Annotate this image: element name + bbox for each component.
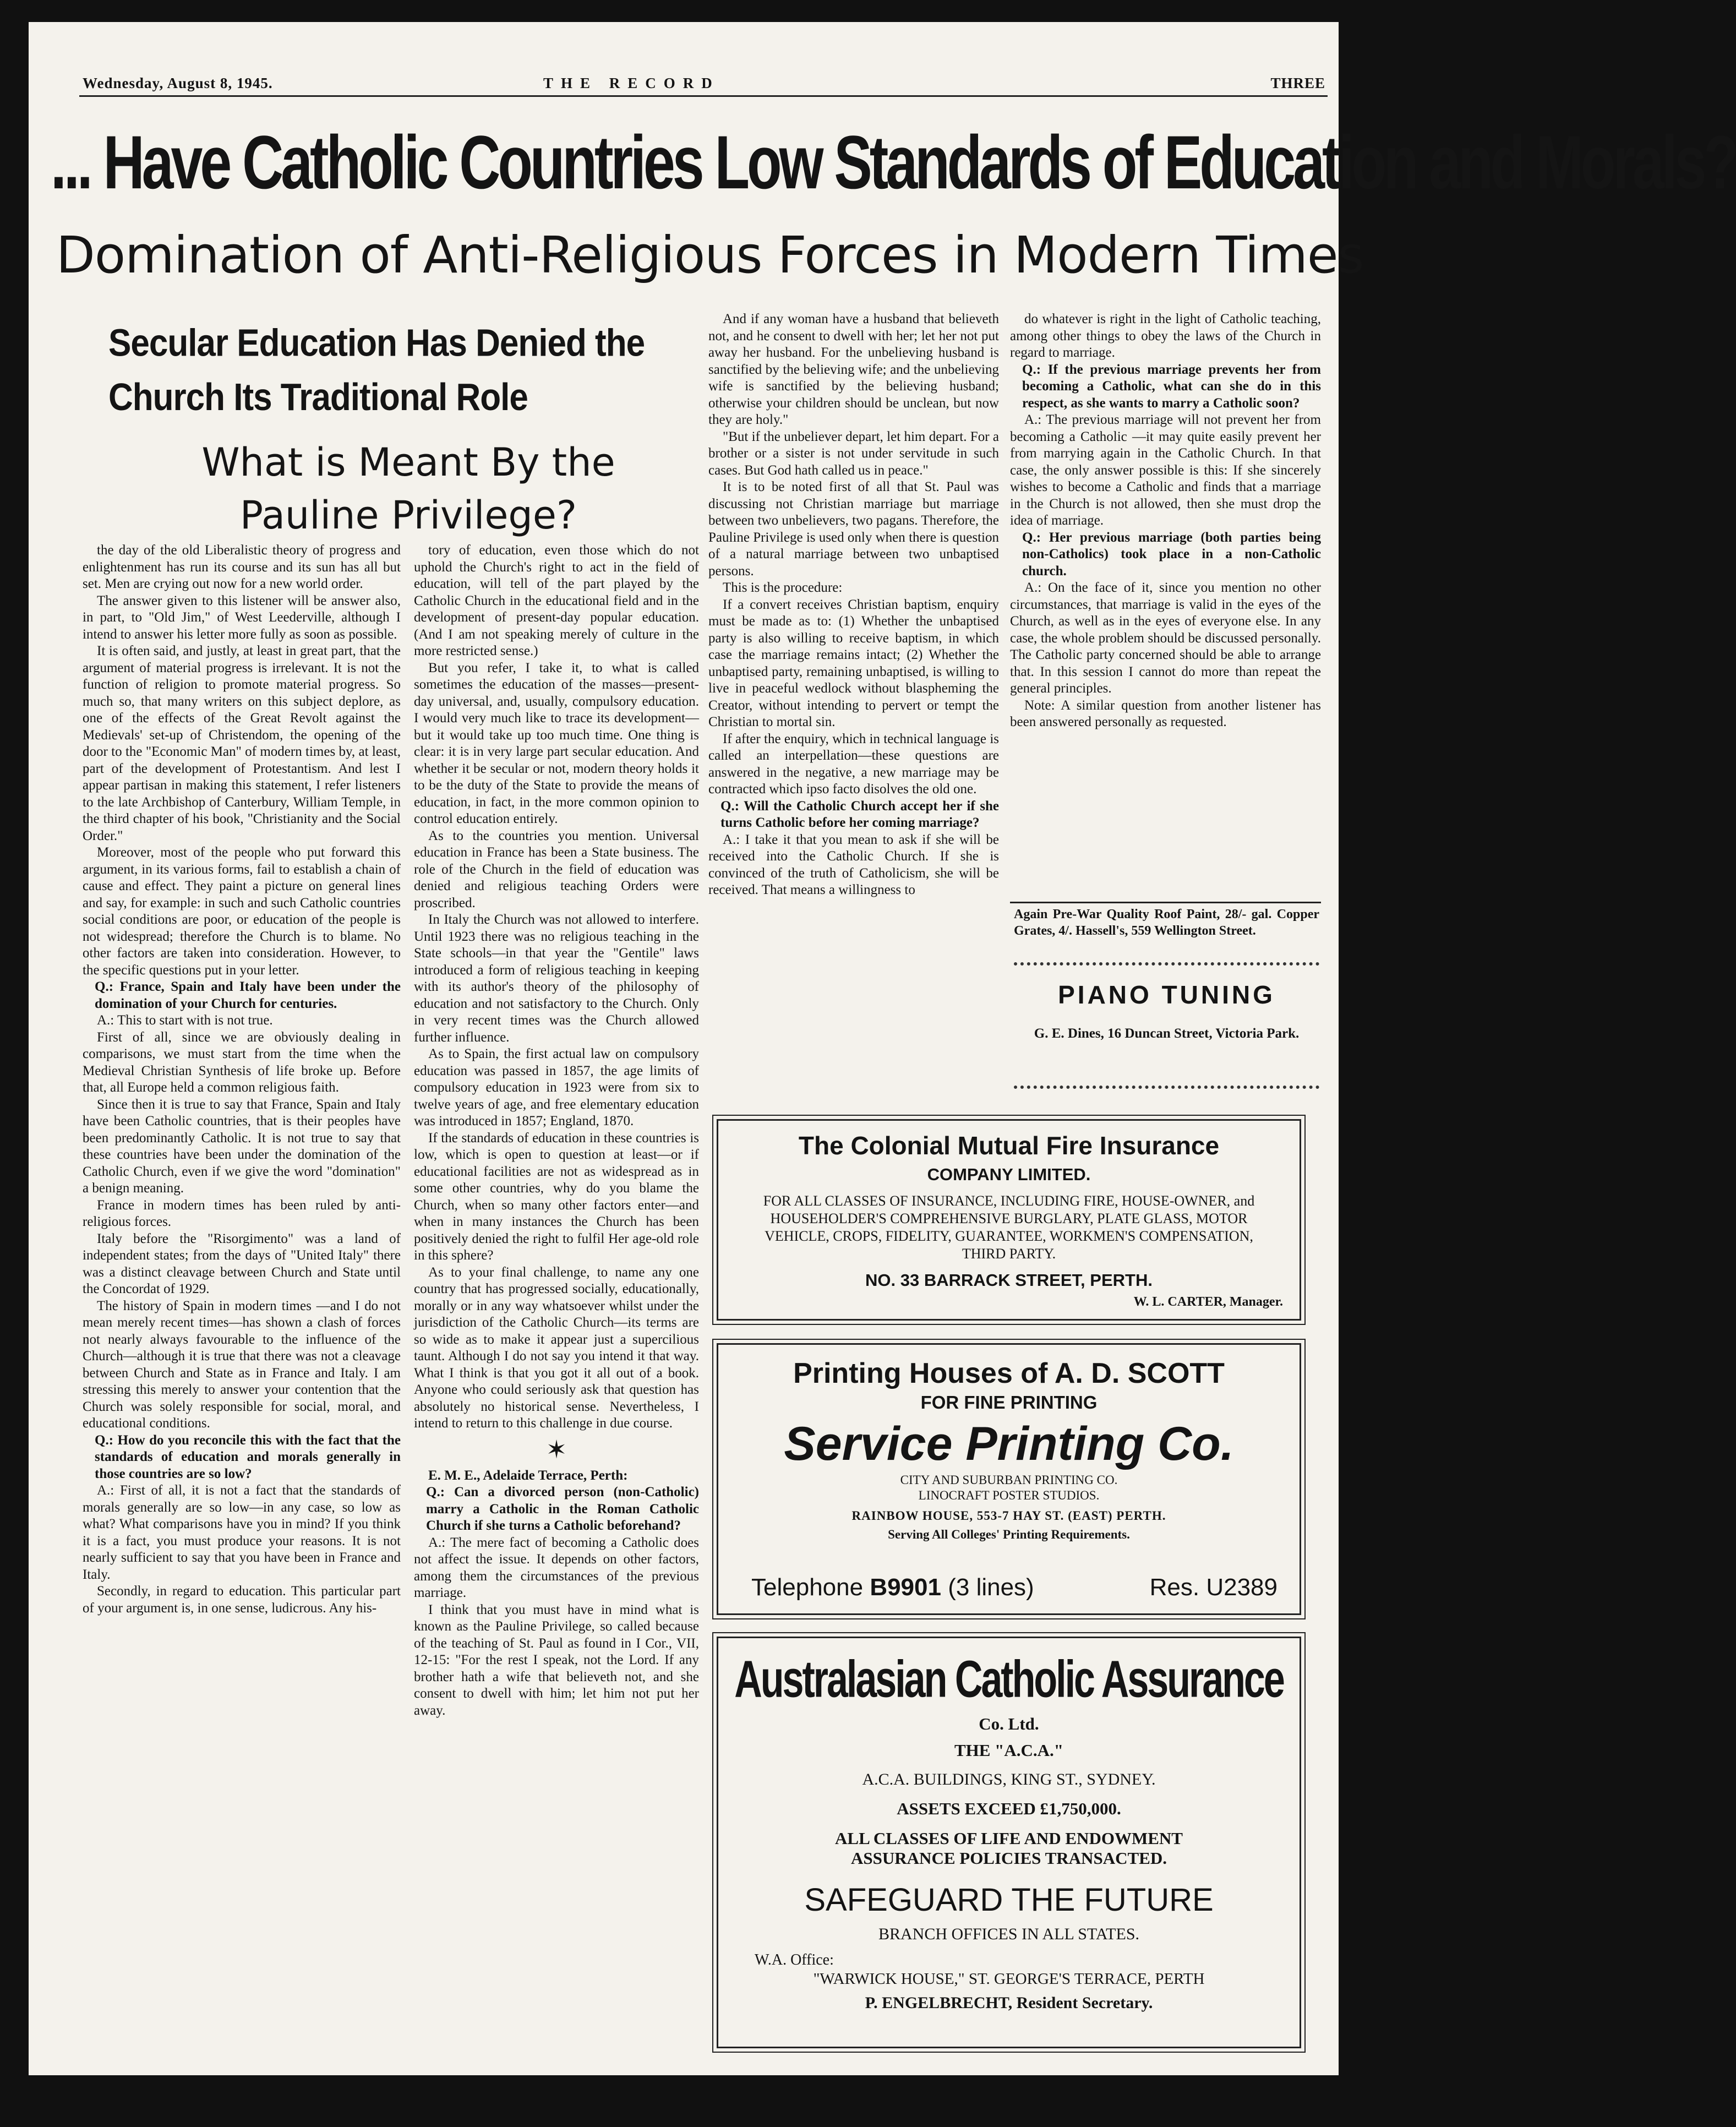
- scott-printing-ad: [717, 1343, 1301, 1615]
- paragraph: Moreover, most of the people who put forward this argument, in its various forms, fail to establish a chain of cause and effect. They paint a picture on general lines and say, for example: in such and such Catholic countries social conditions are poor, or education of the people is not widespread; therefore the Church is to blame. No other factors are taken into consideration. However, to the specific questions put in your letter.: [83, 845, 401, 978]
- newspaper-page: [29, 22, 1736, 2075]
- scott-line-1: CITY AND SUBURBAN PRINTING CO.: [900, 1473, 1118, 1487]
- colonial-address: NO. 33 BARRACK STREET, PERTH.: [865, 1270, 1153, 1290]
- paragraph: Note: A similar question from another listener has been answered personally as requested.: [1010, 697, 1321, 729]
- paragraph: Q.: Can a divorced person (non-Catholic) marry a Catholic in the Roman Catholic Church if she turns a Catholic beforehand?: [426, 1485, 699, 1533]
- sub-headline: Domination of Anti-Religious Forces in Modern Times: [56, 226, 1364, 285]
- aca-company: Co. Ltd.: [979, 1714, 1039, 1733]
- correspondent: E. M. E., Adelaide Terrace, Perth:: [428, 1468, 628, 1483]
- section-headline: Secular Education Has Denied the Church Its Traditional Role: [108, 322, 645, 419]
- article-column-4: [1010, 311, 1321, 731]
- paragraph: do whatever is right in the light of Catholic teaching, among other things to obey the laws of the Church in regard to marriage.: [1010, 312, 1321, 360]
- paragraph: But you refer, I take it, to what is called sometimes the education of the masses—present-day universal, and, usually, compulsory education. I would very much like to trace its development—but it would take up too much time. One thing is clear: it is in very large part secular education. And whether it be secular or not, modern theory holds it to be the duty of the State to provide the means of education, in fact, in the more common opinion to control education entirely.: [414, 660, 699, 826]
- aca-secretary: P. ENGELBRECHT, Resident Secretary.: [865, 1994, 1153, 2012]
- page-number: THREE: [1270, 75, 1325, 91]
- ad-divider: [1014, 962, 1319, 966]
- scott-title: Printing Houses of A. D. SCOTT: [793, 1357, 1225, 1389]
- aca-wa-address: "WARWICK HOUSE," ST. GEORGE'S TERRACE, PERTH: [813, 1970, 1205, 1988]
- scott-residence: Res. U2389: [1149, 1574, 1278, 1601]
- aca-safeguard: SAFEGUARD THE FUTURE: [804, 1882, 1214, 1918]
- colonial-body: FOR ALL CLASSES OF INSURANCE, INCLUDING FIRE, HOUSE-OWNER, and HOUSEHOLDER'S COMPREHENSIVE BURGLARY, PLATE GLASS, MOTOR VEHICLE, CROPS, FIDELITY, GUARANTEE, WORKMEN'S COMPENSATION, THIRD PARTY.: [763, 1193, 1255, 1262]
- paragraph: A.: On the face of it, since you mention no other circumstances, that marriage is valid in the eyes of the Church, as well as in the eyes of everyone else. In any case, the whole problem should be discussed personally. The Catholic party concerned should be able to arrange that. In this session I cannot do more than repeat the general principles.: [1010, 580, 1321, 696]
- paragraph: France in modern times has been ruled by anti-religious forces.: [83, 1197, 401, 1229]
- scott-serve: Serving All Colleges' Printing Requirements.: [888, 1528, 1130, 1541]
- paint-ad: Again Pre-War Quality Roof Paint, 28/- gal. Copper Grates, 4/. Hassell's, 559 Wellington Street.: [1014, 907, 1319, 938]
- aca-branch: BRANCH OFFICES IN ALL STATES.: [878, 1925, 1140, 1943]
- colonial-manager: W. L. CARTER, Manager.: [1133, 1295, 1283, 1309]
- aca-the: THE "A.C.A.": [954, 1741, 1064, 1760]
- paragraph: Q.: If the previous marriage prevents her from becoming a Catholic, what can she do in this respect, as she wants to marry a Catholic soon?: [1022, 362, 1321, 411]
- ad-divider: [1014, 1086, 1319, 1089]
- aca-assurance-ad: [717, 1637, 1301, 2048]
- paragraph: As to Spain, the first actual law on compulsory education was passed in 1857, the age limits of compulsory education in 1923 were from six to twelve years of age, and free elementary education was introduced in 1857; England, 1870.: [414, 1046, 699, 1128]
- telephone-lines: (3 lines): [948, 1574, 1034, 1601]
- paragraph: If after the enquiry, which in technical language is called an interpellation—these questions are answered in the negative, a new marriage may be contracted which ipso facto disolves the old one.: [708, 731, 999, 797]
- telephone-label: Telephone: [751, 1574, 864, 1601]
- aca-wa-office: W.A. Office:: [755, 1951, 834, 1968]
- paragraph: As to your final challenge, to name any one country that has progressed socially, educationally, morally or in any way whatsoever whilst under the jurisdiction of the Catholic Church—its terms are so wide as to make it appear just a supercilious taunt. Although I do not say you intend it that way. What I think is that you got it all out of a book. Anyone who could seriously ask that question has absolutely no historical sense. Nevertheless, I intend to return to this challenge in due course.: [414, 1264, 699, 1431]
- star-divider: ✶: [545, 1435, 567, 1464]
- scott-subtitle: FOR FINE PRINTING: [920, 1392, 1098, 1412]
- article-column-2: [414, 542, 699, 1719]
- header-rule: [79, 95, 1328, 97]
- scott-line-2: LINOCRAFT POSTER STUDIOS.: [918, 1488, 1100, 1502]
- paragraph: Italy before the "Risorgimento" was a land of independent states; from the days of "United Italy" there was a distinct cleavage between Church and State until the Concordat of 1929.: [83, 1231, 401, 1296]
- paragraph: The answer given to this listener will be answer also, in part, to "Old Jim," of West Leederville, although I intend to answer his letter more fully as soon as possible.: [83, 593, 401, 642]
- main-headline: ... Have Catholic Countries Low Standards of Education and Morals?: [51, 121, 1736, 205]
- paragraph: A.: This to start with is not true.: [97, 1013, 273, 1028]
- paragraph: In Italy the Church was not allowed to interfere. Until 1923 there was no religious teaching in the State schools—in that year the "Gentile" laws introduced a form of religious teaching in keeping with its author's theory of the philosophy of education and not satisfactory to the Church. Only in very recent times was the Church allowed further influence.: [414, 912, 699, 1045]
- issue-date: Wednesday, August 8, 1945.: [83, 75, 273, 91]
- paragraph: Q.: Her previous marriage (both parties being non-Catholics) took place in a non-Catholic church.: [1022, 530, 1321, 579]
- paragraph: "But if the unbeliever depart, let him depart. For a brother or a sister is not under servitude in such cases. But God hath called us in peace.": [708, 429, 999, 478]
- paragraph: I think that you must have in mind what is known as the Pauline Privilege, so called because of the teaching of St. Paul as found in I Cor., VII, 12-15: "For the rest I speak, not the Lord. If any brother hath a wife that believeth not, and she consent to dwell with him; let him not put her away.: [414, 1602, 699, 1718]
- paragraph: tory of education, even those which do not uphold the Church's right to act in the field of education, will tell of the part played by the Catholic Church in the educational field and in the development of present-day popular education. (And I am not speaking merely of culture in the more restricted sense.): [414, 543, 699, 658]
- scott-address: RAINBOW HOUSE, 553-7 HAY ST. (EAST) PERTH.: [851, 1509, 1166, 1523]
- colonial-title: The Colonial Mutual Fire Insurance: [798, 1131, 1220, 1160]
- telephone-number: B9901: [870, 1574, 941, 1601]
- scott-brand: Service Printing Co.: [784, 1417, 1234, 1470]
- paragraph: The history of Spain in modern times —and I do not mean merely recent times—has shown a clash of forces not nearly always favourable to the influence of the Church—although it is true that there was not a cleavage between Church and State as in France and Italy. I am stressing this merely to answer your contention that the Church was solely responsible for social, moral, and educational conditions.: [83, 1298, 401, 1431]
- piano-ad-title: PIANO TUNING: [1058, 980, 1275, 1009]
- paragraph: This is the procedure:: [723, 580, 843, 595]
- masthead: THE RECORD: [543, 75, 720, 91]
- paragraph: A.: First of all, it is not a fact that the standards of morals generally are so low—in any case, so low as what? What comparisons have you in mind? If you think it is a fact, you must produce your reasons. It is not nearly sufficient to say that you have been in France and Italy.: [83, 1483, 401, 1582]
- aca-buildings: A.C.A. BUILDINGS, KING ST., SYDNEY.: [862, 1770, 1156, 1788]
- paragraph: If the standards of education in these countries is low, which is open to question at least—or if educational facilities are not as widespread as in some other countries, why do you blame the Church, when so many other factors enter—and when in many instances the Church has been positively denied the right to fulfil Her age-old role in this sphere?: [414, 1130, 699, 1263]
- paragraph: the day of the old Liberalistic theory of progress and enlightenment has run its course and its sun has all but set. Men are crying out now for a new world order.: [83, 543, 401, 591]
- colonial-subtitle: COMPANY LIMITED.: [927, 1165, 1091, 1184]
- aca-assets: ASSETS EXCEED £1,750,000.: [897, 1799, 1121, 1818]
- article-column-1: [83, 542, 401, 1617]
- paragraph: Q.: France, Spain and Italy have been under the domination of your Church for centuries.: [95, 979, 401, 1011]
- paragraph: As to the countries you mention. Universal education in France has been a State business. The role of the Church in the field of education was denied and religious teaching Orders were proscribed.: [414, 828, 699, 910]
- piano-ad-body: G. E. Dines, 16 Duncan Street, Victoria Park.: [1034, 1026, 1300, 1041]
- aca-classes: ALL CLASSES OF LIFE AND ENDOWMENT ASSURANCE POLICIES TRANSACTED.: [835, 1829, 1183, 1868]
- scott-telephone: [751, 1574, 1034, 1601]
- paragraph: Since then it is true to say that France, Spain and Italy have been Catholic countries, that is their peoples have been predominantly Catholic. It is not true to say that these countries have been under the domination of the Catholic Church, even if we give the word "domination" a benign meaning.: [83, 1097, 401, 1196]
- aca-title: Australasian Catholic Assurance: [734, 1650, 1284, 1708]
- paragraph: It is often said, and justly, at least in great part, that the argument of material progress is irrelevant. It is not the function of religion to promote material progress. So much so, that many writers on this subject deplore, as one of the effects of the Great Revolt against the Medievals' set-up of Christendom, the opening of the door to the "Economic Man" of modern times by, at least, part of the development of Protestantism. And lest I appear partisan in making this statement, I refer listeners to the late Archbishop of Canterbury, William Temple, in the third chapter of his book, "Christianity and the Social Order.": [83, 643, 401, 843]
- paragraph: It is to be noted first of all that St. Paul was discussing not Christian marriage but marriage between two unbelievers, two pagans. Therefore, the Pauline Privilege is used only when there is question of a natural marriage between two unbaptised persons.: [708, 479, 999, 579]
- paragraph: If a convert receives Christian baptism, enquiry must be made as to: (1) Whether the unbaptised party is also willing to receive baptism, in which case the marriage remains intact; (2) Whether the unbaptised party, remaining unbaptised, is willing to live in peaceful wedlock without blaspheming the Creator, without intending to pervert or tempt the Christian to mortal sin.: [708, 597, 999, 729]
- paragraph: Secondly, in regard to education. This particular part of your argument is, in one sense, ludicrous. Any his-: [83, 1584, 401, 1616]
- section-subheadline: What is Meant By the Pauline Privilege?: [201, 440, 615, 538]
- colonial-mutual-ad: [717, 1119, 1301, 1321]
- paragraph: A.: The previous marriage will not prevent her from becoming a Catholic —it may quite easily prevent her from marrying again in the Catholic Church. In that case, the only answer possible is this: If she sincerely wishes to become a Catholic and finds that a marriage in the Church is not allowed, then she must drop the idea of marriage.: [1010, 412, 1321, 528]
- paragraph: A.: The mere fact of becoming a Catholic does not affect the issue. It depends on other factors, among them the circumstances of the previous marriage.: [414, 1535, 699, 1600]
- paragraph: And if any woman have a husband that believeth not, and he consent to dwell with her; let her not put away her husband. For the unbelieving husband is sanctified by the believing wife; and the unbelieving wife is sanctified by the believing husband; otherwise your children should be unclean, but now they are holy.": [708, 312, 999, 427]
- paragraph: A.: I take it that you mean to ask if she will be received into the Catholic Church. If she is convinced of the truth of Catholicism, she will be received. That means a willingness to: [708, 832, 999, 897]
- paragraph: Q.: How do you reconcile this with the fact that the standards of education and morals generally in those countries are so low?: [95, 1432, 401, 1481]
- ad-separator: [1010, 902, 1321, 903]
- paragraph: First of all, since we are obviously dealing in comparisons, we must start from the time when the Medieval Christian Synthesis of life broke up. Before that, all Europe held a common religious faith.: [83, 1029, 401, 1095]
- article-column-3: [708, 311, 999, 899]
- paragraph: Q.: Will the Catholic Church accept her if she turns Catholic before her coming marriage?: [720, 798, 999, 830]
